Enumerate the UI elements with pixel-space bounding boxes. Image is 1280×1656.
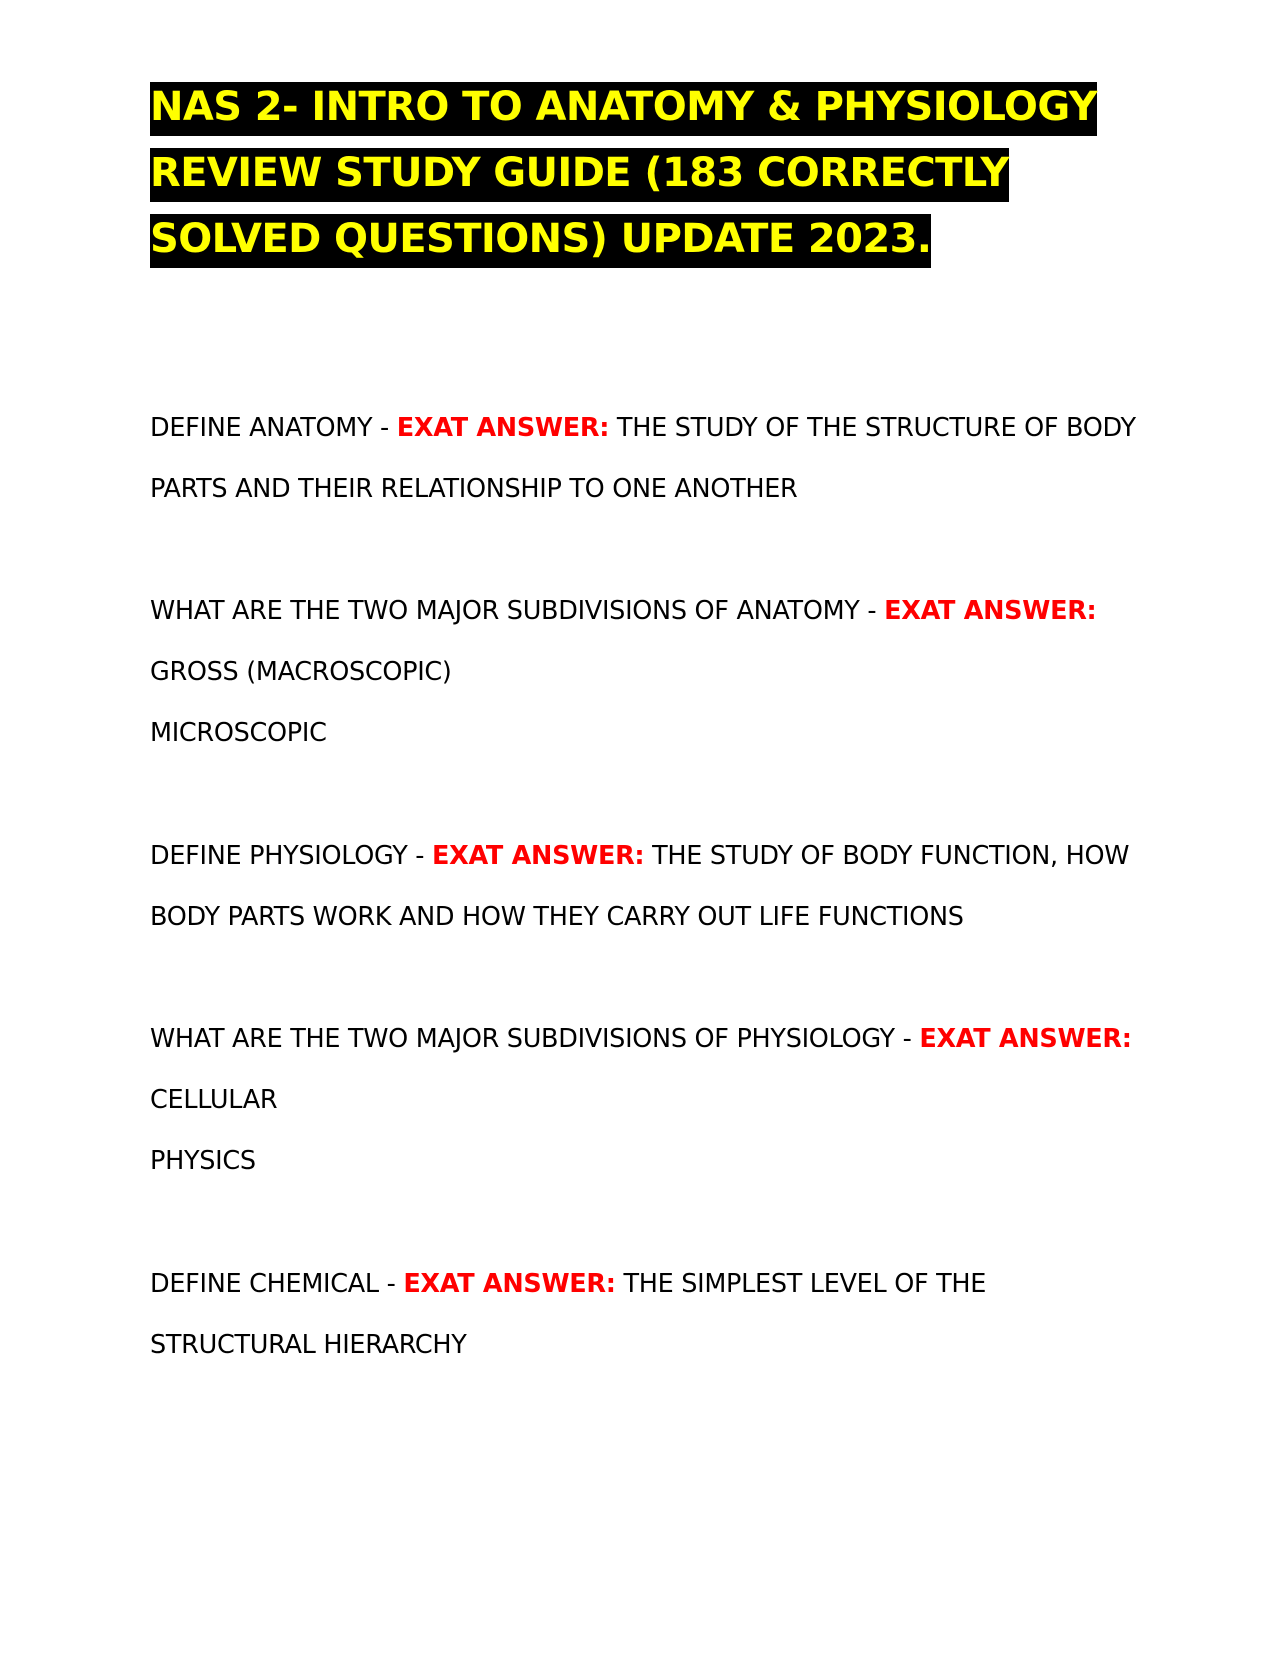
qa-item [150, 1009, 1140, 1192]
qa-item [150, 826, 1140, 948]
qa-item [150, 1254, 1140, 1376]
question-text: DEFINE PHYSIOLOGY - [150, 841, 432, 871]
answer-extra-line: MICROSCOPIC [150, 718, 327, 748]
qa-item [150, 398, 1140, 520]
answer-tag: EXAT ANSWER: [919, 1024, 1132, 1054]
title-highlight: NAS 2- INTRO TO ANATOMY & PHYSIOLOGY REVIEW STUDY GUIDE (183 CORRECTLY SOLVED QUESTIONS) UPDATE 2023. [150, 82, 1097, 268]
answer-extra-line: PHYSICS [150, 1146, 256, 1176]
answer-text: GROSS (MACROSCOPIC) [150, 657, 452, 687]
document-title [150, 74, 1150, 272]
answer-tag: EXAT ANSWER: [396, 413, 610, 443]
question-text: WHAT ARE THE TWO MAJOR SUBDIVISIONS OF ANATOMY - [150, 596, 885, 626]
question-text: DEFINE CHEMICAL - [150, 1269, 404, 1299]
answer-text: THE SIMPLEST LEVEL OF THE STRUCTURAL HIERARCHY [150, 1269, 987, 1360]
answer-text: THE STUDY OF THE STRUCTURE OF BODY PARTS AND THEIR RELATIONSHIP TO ONE ANOTHER [150, 413, 1136, 504]
answer-text: THE STUDY OF BODY FUNCTION, HOW BODY PARTS WORK AND HOW THEY CARRY OUT LIFE FUNCTIONS [150, 841, 1130, 932]
answer-tag: EXAT ANSWER: [403, 1269, 616, 1299]
answer-text: CELLULAR [150, 1085, 278, 1115]
qa-item [150, 581, 1140, 764]
question-text: WHAT ARE THE TWO MAJOR SUBDIVISIONS OF PHYSIOLOGY - [150, 1024, 920, 1054]
answer-tag: EXAT ANSWER: [431, 841, 645, 871]
question-text: DEFINE ANATOMY - [150, 413, 397, 443]
answer-tag: EXAT ANSWER: [884, 596, 1097, 626]
